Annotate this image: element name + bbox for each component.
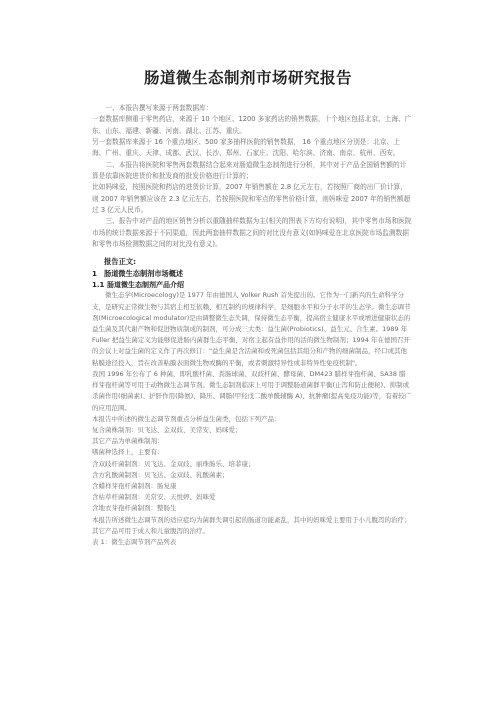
section-number: 1 [92,269,98,279]
subsection-title: 肠道微生态制剂产品介绍 [107,280,184,289]
intro-paragraph: 三、报告中对产品的地区销售分析以重随抽样数据为主(相关的图表下方均有说明)，其中零售市场和医院市场的统计数据来源于不同渠道，因此两套抽样数据之间的对比没有意义(如妈咪爱在北京医院市场监测数据和零售市场检测数据之间的对比没有意义)。 [92,217,412,249]
intro-paragraph: 一套数据库侧重于零售药店，来源于 10 个地区、1200 多家药店的销售数据，十个地区包括北京、上海、广东、山东、福建、新疆、河南、湖北、江苏、重庆。 [92,115,412,135]
body-paragraph: 微生态学(Microecology)是 1977 年由德国人 Volker Rush 首先提出的。它作为一门新兴的生命科学分支，是研究正常微生物与其宿主相互依赖、相互制约的规律科学，是细胞水平和分子水平的生态学。微生态调节剂(Microecological modulator)是由调整微生态失调，保持微生态平衡，提高宿主健康水平或增进健康状态的益生菌及其代谢产物和促进物质制成的制剂，可分成三大类：益生菌(Probiotics)、益生元、合生素。1989 年 Fuller 把益生菌定义为能够促进肠内菌群生态平衡，对宿主起有益作用的活的微生物制剂；1994 年在德国召开的会议上对益生菌的定义作了再次修订："益生菌是含活菌和或死菌包括其组分和产物的细菌制品，经口或其他粘膜途径投入，旨在改善粘膜表面微生物或酶的平衡，或者刺激特异性或非特异性免疫机制"。 [92,291,411,367]
subsection-heading-1-1 [92,280,412,291]
section-title: 肠道微生态制剂市场概述 [104,269,184,279]
body-heading: 报告正文: [104,257,137,267]
body-paragraph: 本报告中所述的微生态调节剂重点分析益生菌类，包括下列产品： [92,414,281,423]
body-paragraph: 其它产品为单菌株制剂： [92,437,164,446]
body-paragraph: 含地衣芽孢杆菌制剂：整肠生 [92,504,177,513]
subsection-number: 1.1 [92,280,105,289]
report-body [92,103,412,548]
body-paragraph: 含枯草杆菌制剂：美常安、天悦婷、妈咪爱 [92,493,216,502]
body-paragraph: 嗜菌种选择上，主要有： [92,448,164,457]
intro-paragraph: 一、本报告撰写来源于两套数据库： [105,104,213,112]
body-paragraph: 含方乳酸菌制剂：贝飞达、金双歧、乳酸菌素； [92,470,229,479]
body-paragraph: 我国 1996 年公布了 6 种菌，即乳酸杆菌、粪肠球菌、双歧杆菌、酵母菌、DM423 腊样芽孢杆菌、SA38 腊样芽孢杆菌等可用于动物微生态调节剂。微生态制剂临床上可用于调整肠道菌群平衡(止泻和防止便秘)、抑制或杀菌作用(细菌素)、护肝作用(降氨)、降压、调脂(甲羟戊二酸单酰辅酶 A)、抗肿瘤(提高免疫功能)等，有着较广的应用范围。 [92,369,412,412]
intro-section [92,103,412,250]
section-heading-1 [92,269,412,280]
body-paragraph: 本报告所述微生态调节剂的适应症均为菌群失调引起的肠道功能紊乱，其中的妈咪爱主要用于小儿腹泻的治疗；其它产品可用于成人和儿童腹泻的治疗。 [92,515,411,535]
intro-paragraph: 另一套数据库来源于 16 个重点地区、500 家多抽样医院的销售数据， 16 个重点地区分别是：北京、上海、广州、重庆、天津、成都、武汉、长沙、郑州、石家庄、沈阳、哈尔滨、济南、南京、杭州、西安。 [92,138,400,158]
intro-paragraph: 二、本报告将医院和零售两套数据结合起来对肠道微生态制剂进行分析，其中对于产品全国销售额的计算是依靠医院进货价和批发商的批发价格进行计算的； [92,160,407,181]
body-paragraph: 表 1：微生态调节剂产品列表 [92,537,177,546]
intro-paragraph: 比如妈咪爱，按照医院和药店的进货价计算，2007 年销售额在 2.8 亿元左右，若按照厂商的出厂价计算，则 2007 年销售额应该在 2.3 亿元左右，若按照医院和零点的零售价格计算，则妈咪爱 2007 年的销售额超过 3 亿元人民币。 [92,183,411,215]
report-title: 肠道微生态制剂市场研究报告 [143,69,352,87]
body-paragraph: 复合菌株制剂：贝飞达、金双歧、美常安、妈咪爱； [92,425,242,434]
main-section [92,290,412,548]
body-paragraph: 含双歧杆菌制剂：贝飞达、金双歧、丽珠肠乐、培菲康； [92,459,255,468]
body-paragraph: 含蜡样芽孢杆菌制剂：肠复康 [92,481,177,490]
